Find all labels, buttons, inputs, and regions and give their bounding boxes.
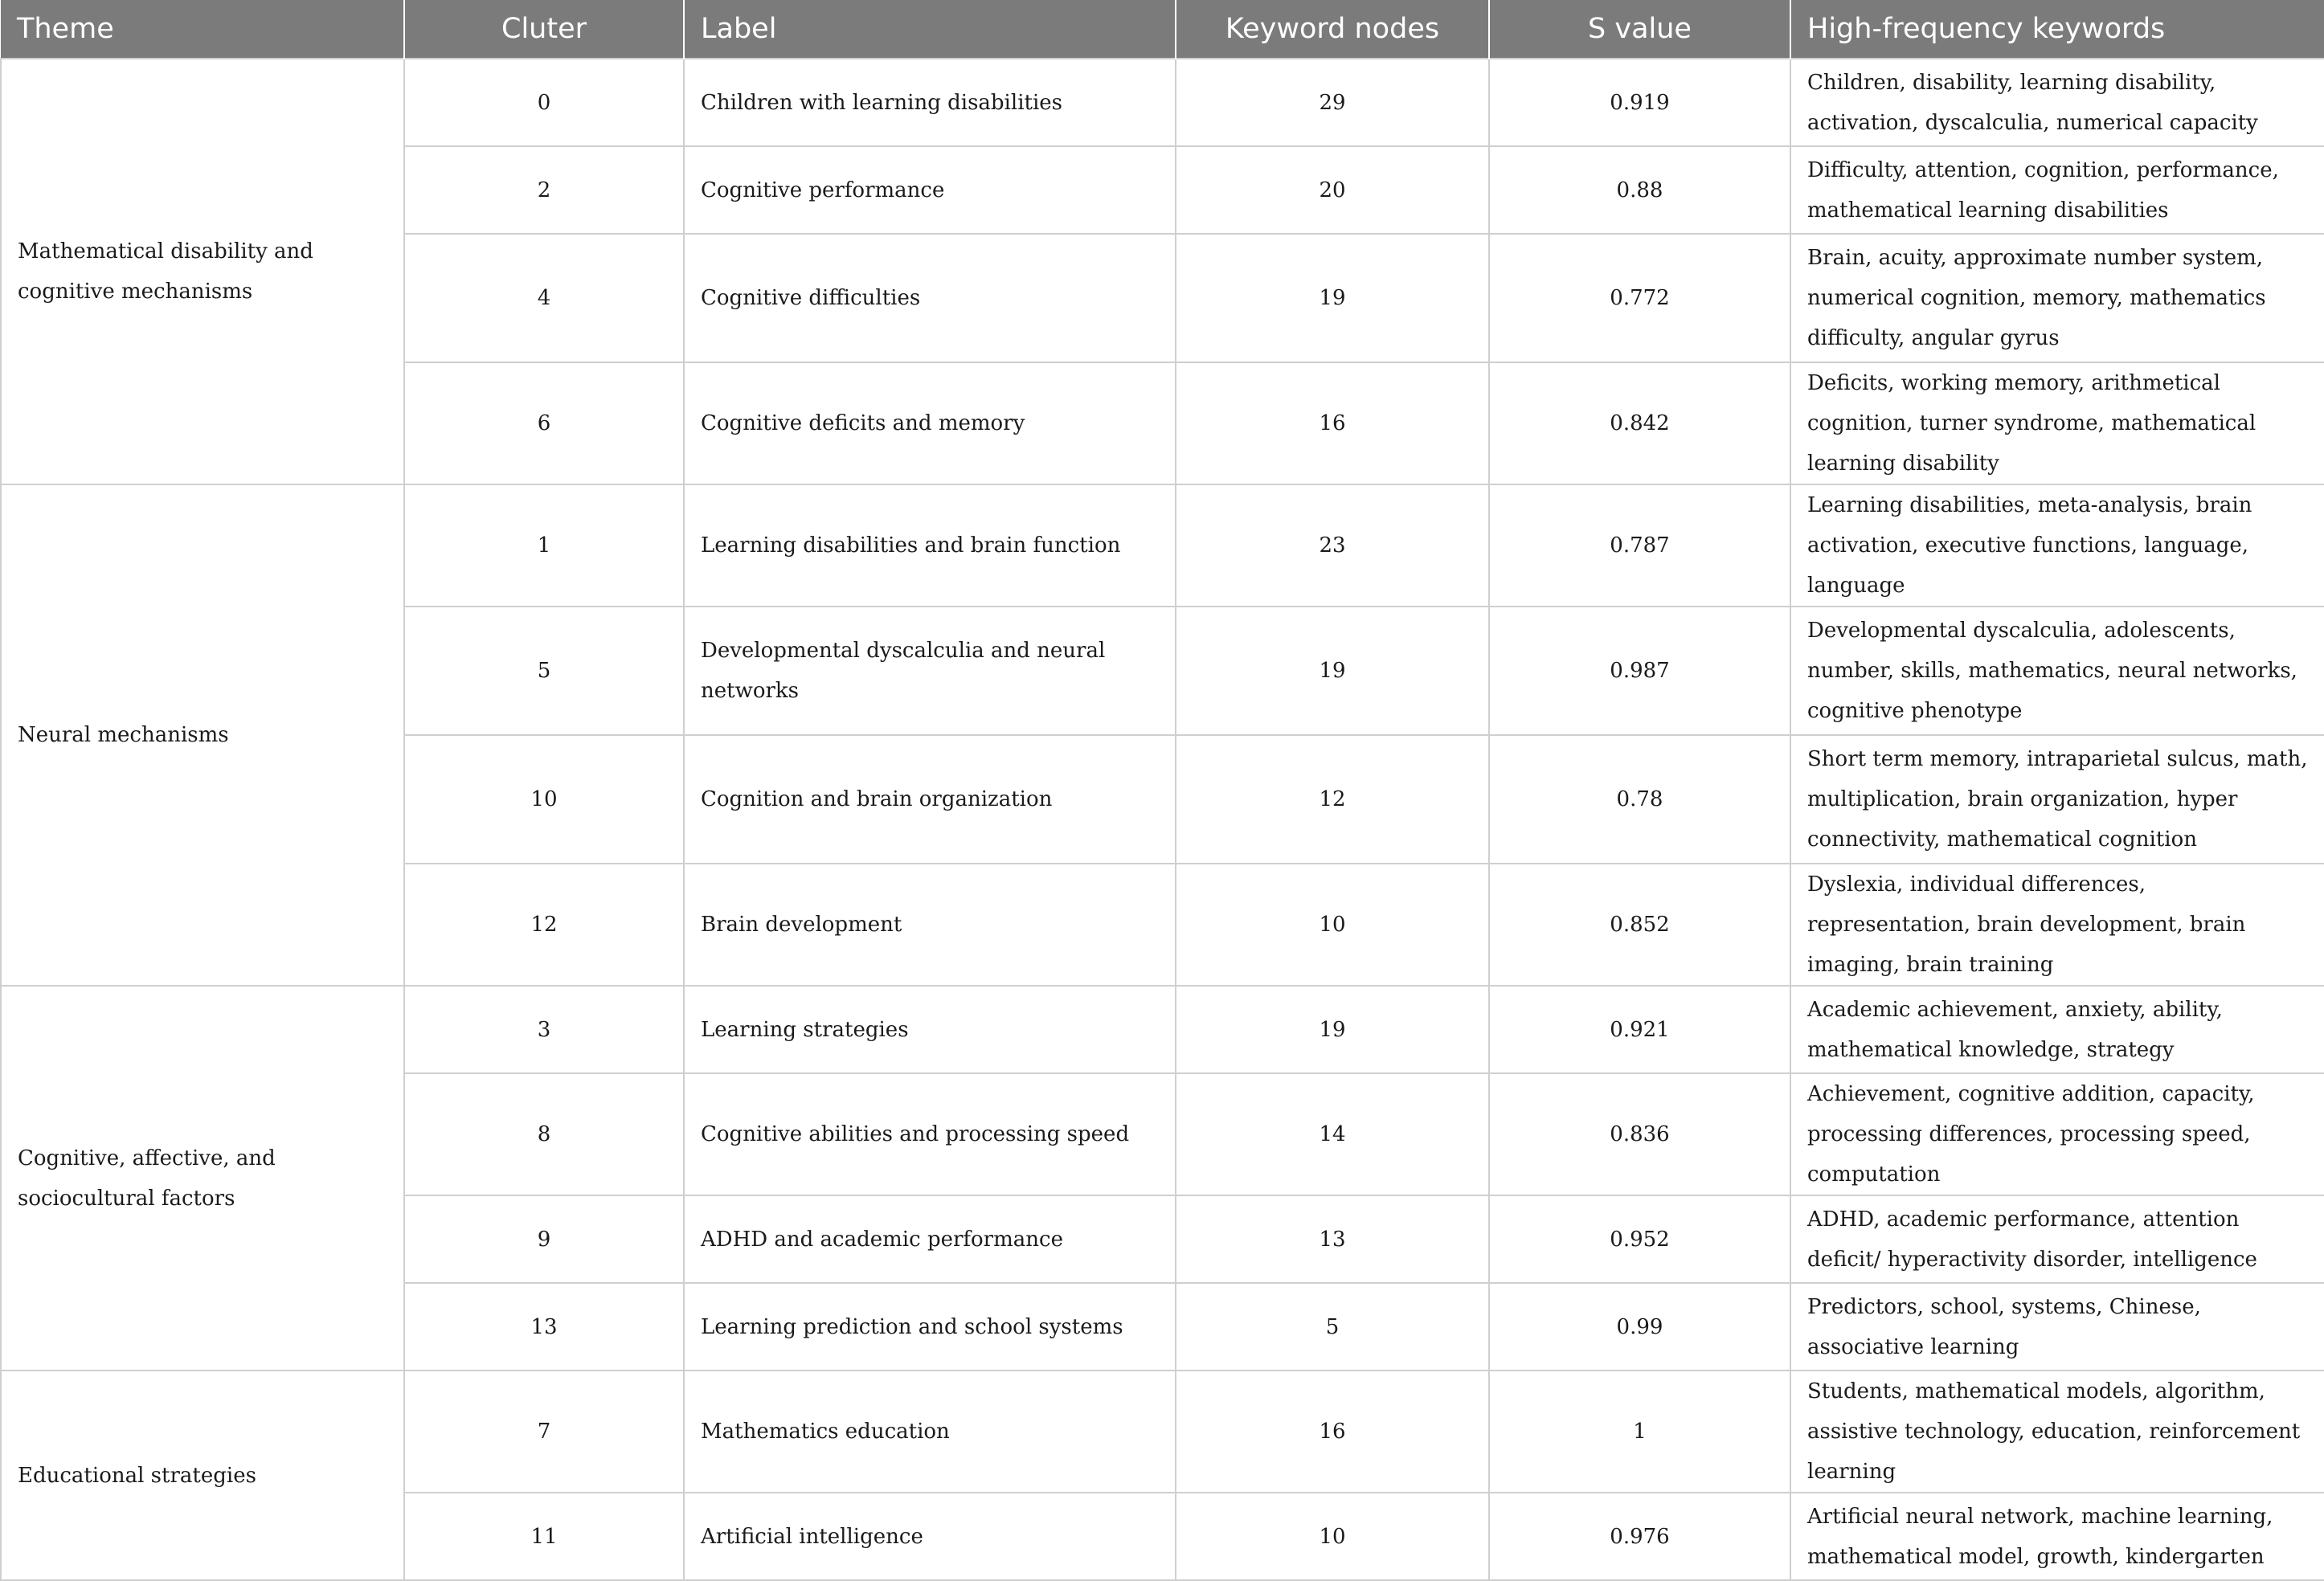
- cluster-cell: 12: [404, 864, 684, 986]
- label-cell: Cognitive deficits and memory: [684, 362, 1176, 484]
- label-cell: Cognitive abilities and processing speed: [684, 1073, 1176, 1195]
- keywords-cell: Children, disability, learning disability, activation, dyscalculia, numerical capacity: [1790, 59, 2324, 146]
- cluster-cell: 3: [404, 986, 684, 1073]
- s-value-cell: 0.772: [1489, 234, 1790, 362]
- s-value-cell: 0.99: [1489, 1283, 1790, 1371]
- keywords-cell: ADHD, academic performance, attention deficit/ hyperactivity disorder, intelligence: [1790, 1195, 2324, 1283]
- keywords-cell: Achievement, cognitive addition, capacity, processing differences, processing speed, computation: [1790, 1073, 2324, 1195]
- s-value-cell: 0.88: [1489, 146, 1790, 234]
- nodes-cell: 5: [1176, 1283, 1489, 1371]
- table-row: [1, 986, 2324, 1073]
- header-cluster: Cluter: [404, 0, 684, 59]
- nodes-cell: 16: [1176, 362, 1489, 484]
- cluster-cell: 1: [404, 484, 684, 607]
- table-body: [1, 59, 2324, 1580]
- label-cell: Cognitive difficulties: [684, 234, 1176, 362]
- s-value-cell: 1: [1489, 1371, 1790, 1493]
- s-value-cell: 0.787: [1489, 484, 1790, 607]
- keywords-cell: Deficits, working memory, arithmetical cognition, turner syndrome, mathematical learning disability: [1790, 362, 2324, 484]
- keywords-cell: Academic achievement, anxiety, ability, mathematical knowledge, strategy: [1790, 986, 2324, 1073]
- header-label: Label: [684, 0, 1176, 59]
- cluster-cell: 5: [404, 607, 684, 735]
- nodes-cell: 23: [1176, 484, 1489, 607]
- s-value-cell: 0.987: [1489, 607, 1790, 735]
- label-cell: Brain development: [684, 864, 1176, 986]
- label-cell: Cognition and brain organization: [684, 735, 1176, 864]
- theme-cell: Mathematical disability and cognitive mechanisms: [1, 59, 404, 484]
- label-cell: Children with learning disabilities: [684, 59, 1176, 146]
- cluster-cell: 11: [404, 1493, 684, 1580]
- cluster-cell: 13: [404, 1283, 684, 1371]
- cluster-cell: 10: [404, 735, 684, 864]
- label-cell: Artificial intelligence: [684, 1493, 1176, 1580]
- nodes-cell: 20: [1176, 146, 1489, 234]
- keywords-cell: Predictors, school, systems, Chinese, associative learning: [1790, 1283, 2324, 1371]
- table-header: [1, 0, 2324, 59]
- s-value-cell: 0.836: [1489, 1073, 1790, 1195]
- cluster-cell: 9: [404, 1195, 684, 1283]
- keywords-cell: Artificial neural network, machine learning, mathematical model, growth, kindergarten: [1790, 1493, 2324, 1580]
- nodes-cell: 19: [1176, 607, 1489, 735]
- header-keywords: High-frequency keywords: [1790, 0, 2324, 59]
- nodes-cell: 10: [1176, 864, 1489, 986]
- label-cell: Cognitive performance: [684, 146, 1176, 234]
- label-cell: Mathematics education: [684, 1371, 1176, 1493]
- theme-cell: Neural mechanisms: [1, 484, 404, 986]
- keywords-cell: Short term memory, intraparietal sulcus, math, multiplication, brain organization, hyper connectivity, mathematical cognition: [1790, 735, 2324, 864]
- nodes-cell: 14: [1176, 1073, 1489, 1195]
- keywords-cell: Learning disabilities, meta-analysis, brain activation, executive functions, language, language: [1790, 484, 2324, 607]
- s-value-cell: 0.919: [1489, 59, 1790, 146]
- theme-cell: Cognitive, affective, and sociocultural factors: [1, 986, 404, 1371]
- keywords-cell: Brain, acuity, approximate number system, numerical cognition, memory, mathematics difficulty, angular gyrus: [1790, 234, 2324, 362]
- cluster-cell: 4: [404, 234, 684, 362]
- nodes-cell: 12: [1176, 735, 1489, 864]
- table-row: [1, 484, 2324, 607]
- nodes-cell: 10: [1176, 1493, 1489, 1580]
- cluster-cell: 8: [404, 1073, 684, 1195]
- nodes-cell: 16: [1176, 1371, 1489, 1493]
- label-cell: Learning prediction and school systems: [684, 1283, 1176, 1371]
- nodes-cell: 19: [1176, 986, 1489, 1073]
- keywords-cell: Dyslexia, individual differences, representation, brain development, brain imaging, brain training: [1790, 864, 2324, 986]
- keywords-cell: Developmental dyscalculia, adolescents, number, skills, mathematics, neural networks, cognitive phenotype: [1790, 607, 2324, 735]
- keywords-cell: Difficulty, attention, cognition, performance, mathematical learning disabilities: [1790, 146, 2324, 234]
- cluster-cell: 2: [404, 146, 684, 234]
- keywords-cell: Students, mathematical models, algorithm, assistive technology, education, reinforcement learning: [1790, 1371, 2324, 1493]
- label-cell: ADHD and academic performance: [684, 1195, 1176, 1283]
- cluster-cell: 7: [404, 1371, 684, 1493]
- theme-cell: Educational strategies: [1, 1371, 404, 1580]
- s-value-cell: 0.952: [1489, 1195, 1790, 1283]
- s-value-cell: 0.78: [1489, 735, 1790, 864]
- label-cell: Learning disabilities and brain function: [684, 484, 1176, 607]
- s-value-cell: 0.852: [1489, 864, 1790, 986]
- table-row: [1, 1371, 2324, 1493]
- nodes-cell: 19: [1176, 234, 1489, 362]
- cluster-cell: 6: [404, 362, 684, 484]
- header-s-value: S value: [1489, 0, 1790, 59]
- label-cell: Developmental dyscalculia and neural networks: [684, 607, 1176, 735]
- s-value-cell: 0.842: [1489, 362, 1790, 484]
- s-value-cell: 0.921: [1489, 986, 1790, 1073]
- label-cell: Learning strategies: [684, 986, 1176, 1073]
- s-value-cell: 0.976: [1489, 1493, 1790, 1580]
- nodes-cell: 29: [1176, 59, 1489, 146]
- table-row: [1, 59, 2324, 146]
- cluster-cell: 0: [404, 59, 684, 146]
- header-keyword-nodes: Keyword nodes: [1176, 0, 1489, 59]
- header-theme: Theme: [1, 0, 404, 59]
- nodes-cell: 13: [1176, 1195, 1489, 1283]
